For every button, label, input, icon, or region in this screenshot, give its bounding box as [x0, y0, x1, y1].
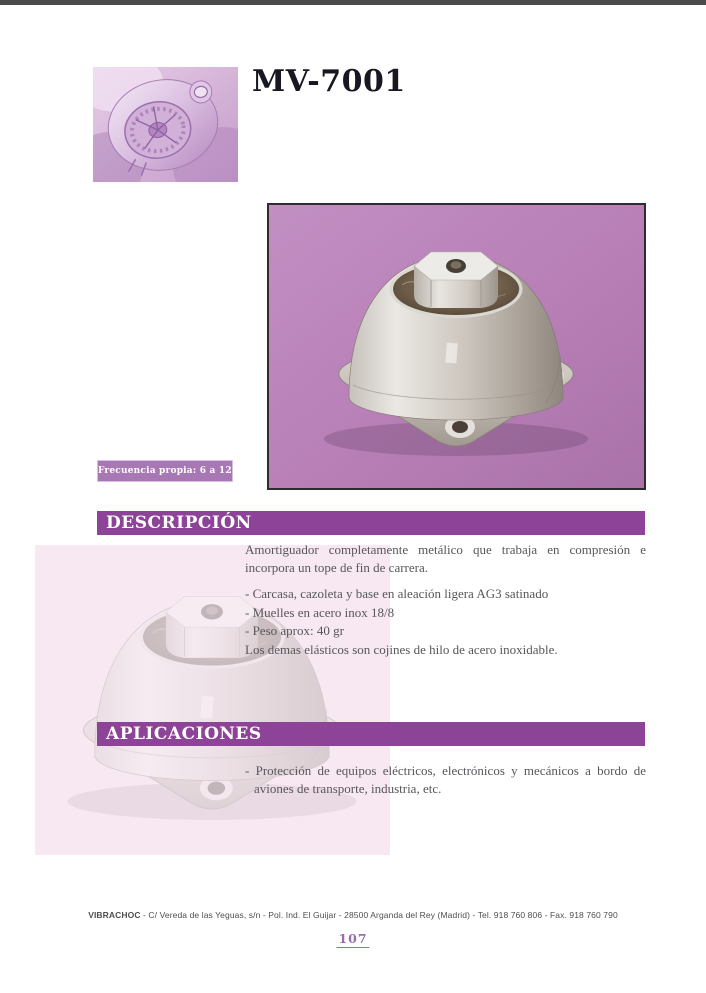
- section-header-descripcion: DESCRIPCIÓN: [97, 511, 645, 535]
- description-bullet: - Muelles en acero inox 18/8: [245, 604, 395, 620]
- footer-line: [0, 910, 706, 920]
- section-header-aplicaciones: APLICACIONES: [97, 722, 645, 746]
- applications-text: - Protección de equipos eléctricos, electrónicos y mecánicos a bordo de aviones de transporte, industria, etc.: [245, 763, 646, 796]
- description-bullet: - Carcasa, cazoleta y base en aleación ligera AG3 satinado: [245, 586, 549, 601]
- footer-details: - C/ Vereda de las Yeguas, s/n - Pol. Ind. El Guijar - 28500 Arganda del Rey (Madrid) - Tel. 918 760 806 - Fax. 918 760 790: [140, 910, 618, 920]
- product-thumbnail-image: [93, 67, 238, 182]
- product-photo-graphic: [269, 205, 644, 488]
- description-note: Los demas elásticos son cojines de hilo de acero inoxidable.: [245, 641, 558, 657]
- description-list: [245, 585, 646, 659]
- thumbnail-graphic: [93, 67, 238, 182]
- page-title: MV-7001: [252, 64, 406, 99]
- description-bullet: - Peso aprox: 40 gr: [245, 623, 344, 638]
- product-photo: [267, 203, 646, 490]
- company-name: VIBRACHOC: [88, 910, 141, 920]
- page-number: 107: [338, 931, 368, 946]
- frequency-badge: Frecuencia propia: 6 a 12 Hz: [97, 460, 233, 482]
- description-intro: Amortiguador completamente metálico que trabaja en compresión e incorpora un tope de fin de carrera.: [245, 542, 646, 575]
- top-divider-bar: [0, 0, 706, 5]
